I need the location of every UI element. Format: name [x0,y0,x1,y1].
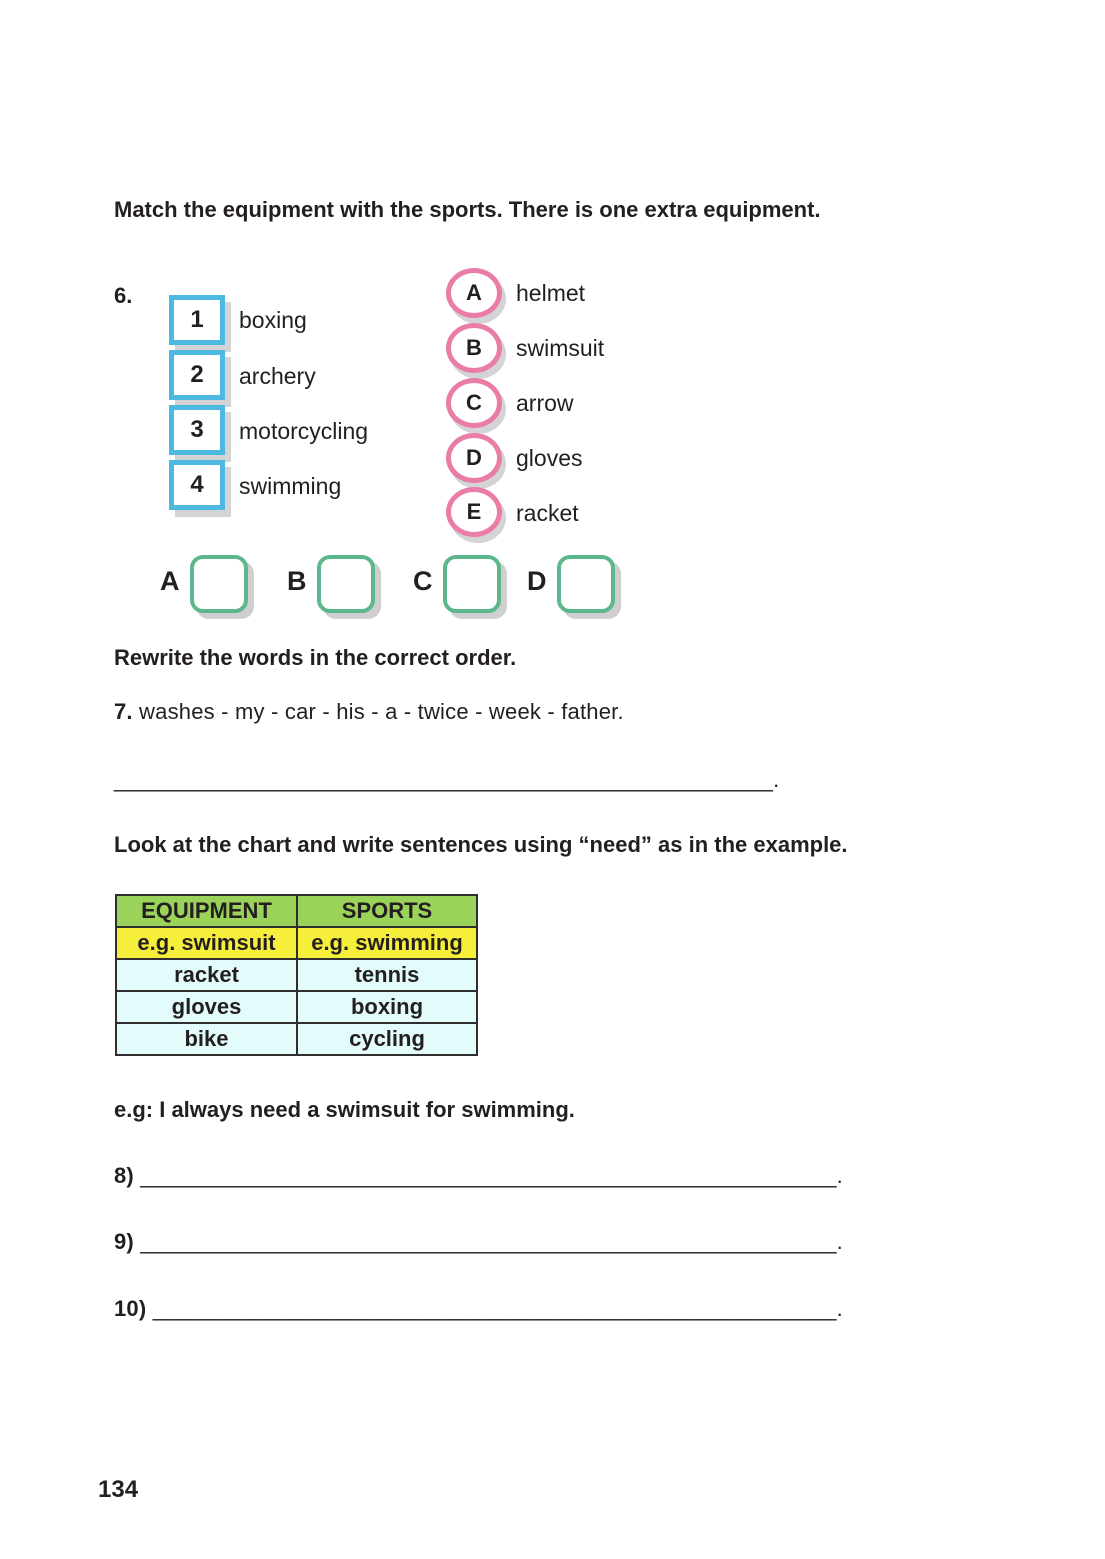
letter-label: D [466,445,482,470]
equipment-label-arrow: arrow [516,390,574,416]
rewrite-instruction: Rewrite the words in the correct order. [114,645,517,670]
letter-circle-b [446,323,502,373]
chart-cell: tennis [297,959,477,991]
number-label: 4 [190,471,204,498]
sport-label-swimming: swimming [239,473,342,499]
chart-cell: cycling [297,1023,477,1055]
answer-label-a: A [160,566,180,596]
question-number-7: 7. [114,699,133,724]
equipment-sports-chart [115,894,478,1056]
question-number-6: 6. [114,283,133,308]
example-sentence: e.g: I always need a swimsuit for swimming. [114,1097,575,1122]
sport-label-motorcycling: motorcycling [239,418,369,444]
question-number-8: 8) [114,1163,134,1188]
chart-cell: e.g. swimming [297,927,477,959]
number-box-2 [169,350,225,400]
answer-line-8[interactable] [114,1163,843,1189]
chart-cell: gloves [116,991,297,1023]
question-7-text: washes - my - car - his - a - twice - week - father. [132,699,624,724]
answer-line-10[interactable] [114,1296,843,1322]
sport-label-boxing: boxing [239,307,307,333]
page-number: 134 [98,1476,139,1503]
number-box-1 [169,295,225,345]
blank-line: ________________________________________________________. [140,1163,843,1188]
chart-row [116,991,477,1023]
question-7 [114,699,624,725]
number-box-4 [169,460,225,510]
letter-circle-e [446,487,502,537]
answer-box-c[interactable] [443,555,501,613]
letter-circle-c [446,378,502,428]
number-label: 1 [190,306,204,333]
question-number-9: 9) [114,1229,134,1254]
chart-header-equipment: EQUIPMENT [116,895,297,927]
letter-circle-d [446,433,502,483]
answer-box-b[interactable] [317,555,375,613]
equipment-label-gloves: gloves [516,445,583,471]
number-box-3 [169,405,225,455]
sport-label-archery: archery [239,363,316,389]
chart-instruction: Look at the chart and write sentences using “need” as in the example. [114,832,848,857]
number-label: 3 [190,416,204,443]
chart-row [116,1023,477,1055]
blank-line: _______________________________________________________. [152,1296,843,1321]
letter-circle-a [446,268,502,318]
letter-label: B [466,335,482,360]
chart-header-row [116,895,477,927]
chart-cell: e.g. swimsuit [116,927,297,959]
answer-box-d[interactable] [557,555,615,613]
equipment-label-swimsuit: swimsuit [516,335,605,361]
chart-row [116,959,477,991]
match-instruction: Match the equipment with the sports. There is one extra equipment. [114,197,821,222]
chart-cell: bike [116,1023,297,1055]
equipment-label-racket: racket [516,500,579,526]
chart-cell: boxing [297,991,477,1023]
letter-label: C [466,390,482,415]
question-number-10: 10) [114,1296,147,1321]
answer-label-d: D [527,566,547,596]
chart-example-row [116,927,477,959]
answer-box-a[interactable] [190,555,248,613]
blank-line: ________________________________________________________. [140,1229,843,1254]
letter-label: E [466,499,482,524]
chart-header-sports: SPORTS [297,895,477,927]
answer-label-c: C [413,566,433,596]
number-label: 2 [190,361,204,388]
answer-line-7[interactable]: _____________________________________________________. [114,767,780,792]
chart-cell: racket [116,959,297,991]
answer-line-9[interactable] [114,1229,843,1255]
equipment-label-helmet: helmet [516,280,586,306]
letter-label: A [466,280,482,305]
answer-label-b: B [287,566,307,596]
